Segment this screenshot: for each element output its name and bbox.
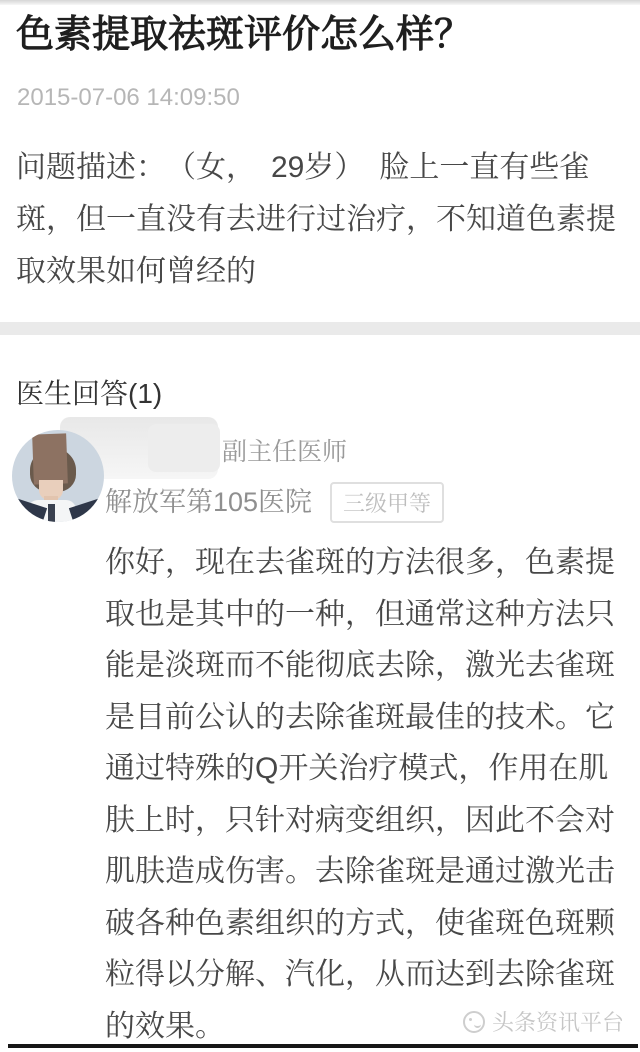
question-line: 取效果如何曾经的 [16, 255, 256, 288]
avatar-tie [48, 504, 55, 522]
hospital-grade-badge: 三级甲等 [330, 482, 444, 523]
reply-line: 的效果。 [105, 1009, 225, 1043]
avatar-censor-block [32, 433, 68, 484]
toutiao-logo-icon [463, 1011, 485, 1033]
watermark-label: 头条资讯平台 [491, 1010, 624, 1035]
reply-line: 破各种色素组织的方式，使雀斑色斑颗 [105, 906, 615, 940]
platform-watermark [463, 1006, 624, 1037]
reply-line: 肤上时，只针对病变组织，因此不会对 [105, 803, 615, 837]
reply-line: 取也是其中的一种，但通常这种方法只 [105, 597, 615, 631]
reply-line: 通过特殊的Q开关治疗模式，作用在肌 [105, 752, 609, 785]
reply-line: 肌肤造成伤害。去除雀斑是通过激光击 [105, 855, 615, 888]
section-divider [0, 322, 640, 335]
question-line: 斑，但一直没有去进行过治疗，不知道色素提 [16, 203, 616, 236]
avatar-suit [69, 497, 104, 522]
reply-line: 粒得以分解、汽化，从而达到去除雀斑 [105, 958, 615, 991]
question-line: 问题描述： （女， 29岁） 脸上一直有些雀 [16, 151, 590, 184]
reply-line: 你好，现在去雀斑的方法很多，色素提 [105, 546, 615, 579]
publish-timestamp: 2015-07-06 14:09:50 [17, 84, 240, 111]
doctor-job-title: 副主任医师 [222, 438, 348, 466]
top-edge-shadow [0, 0, 640, 5]
doctor-answers-heading: 医生回答(1) [16, 378, 163, 409]
redacted-doctor-name-blur [148, 424, 220, 472]
doctor-reply-text [105, 537, 633, 1052]
reply-line: 是目前公认的去除雀斑最佳的技术。它 [105, 700, 615, 734]
reply-line: 能是淡斑而不能彻底去除，激光去雀斑 [105, 649, 615, 682]
doctor-hospital: 解放军第105医院 [105, 487, 313, 517]
page-title: 色素提取祛斑评价怎么样？ [16, 14, 473, 56]
footer-divider-bar [8, 1044, 638, 1048]
question-description [16, 142, 630, 298]
doctor-avatar [12, 430, 104, 522]
